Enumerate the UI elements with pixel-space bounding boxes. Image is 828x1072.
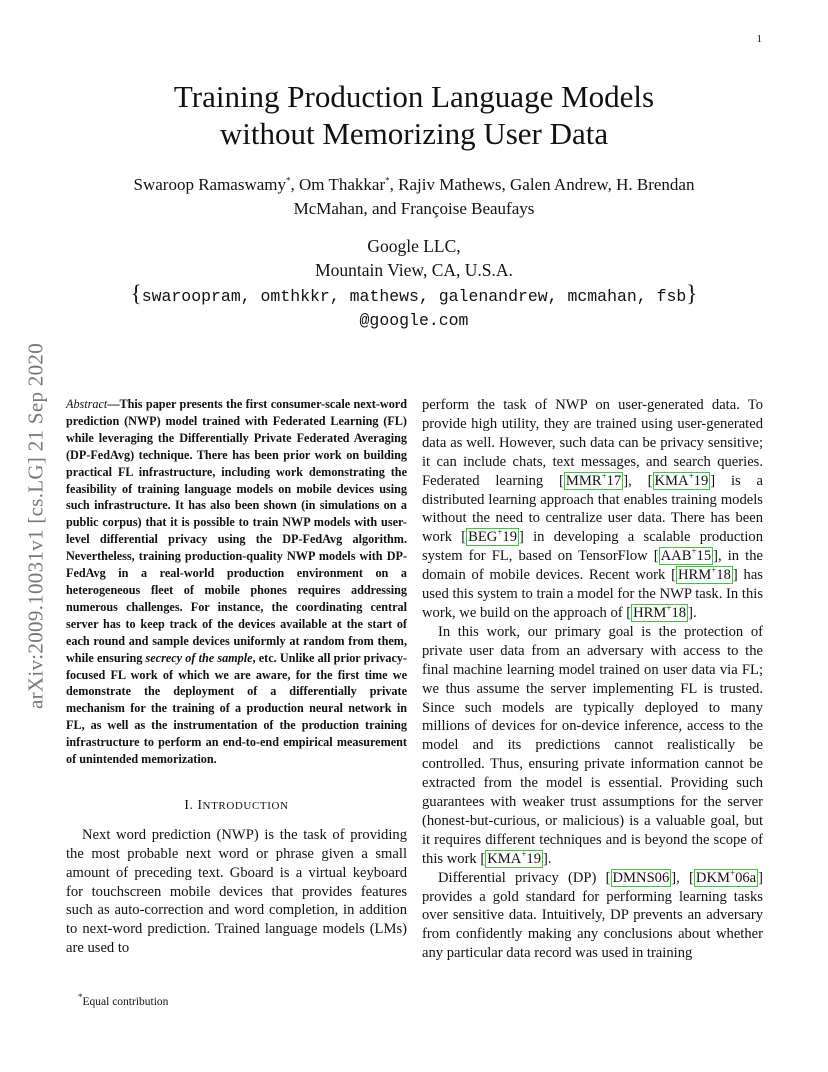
right-column bbox=[422, 396, 763, 963]
citation-link[interactable]: AAB+15 bbox=[660, 546, 712, 565]
citation-link[interactable]: MMR+17 bbox=[565, 470, 622, 489]
left-column bbox=[66, 396, 407, 958]
body-paragraph: perform the task of NWP on user-generated data. To provide high utility, they are trained using user-generated data as well. However, such data can be privacy sensitive; it can include chats, text messages, and search queries. Federated learning [ MMR+17 ], [ KMA+19 ] is a distributed learning approach that enables training models without the need to centralize user data. There has been work [ BEG+19 ] in developing a scalable production system for FL, based on TensorFlow [ AAB+15 ], in the domain of mobile devices. Recent work [ HRM+18 ] has used this system to train a model for the NWP task. In this work, we build on the approach of [ HRM+18 ]. bbox=[422, 397, 763, 621]
citation-link[interactable]: BEG+19 bbox=[468, 527, 517, 546]
citation-link[interactable]: DKM+06a bbox=[695, 867, 757, 886]
title-line-1: Training Production Language Models bbox=[173, 79, 655, 114]
author-name: Om Thakkar bbox=[299, 175, 386, 194]
body-paragraph: In this work, our primary goal is the protection of private user data from an adversary with access to the final machine learning model trained on user data via FL; we thus assume the server implementing FL is trusted. Since such models are typically deployed to many millions of devices for on-device inference, access to the model and its predictions cannot realistically be controlled. Thus, ensuring private information cannot be extracted from the model is essential. Providing such guarantees with weaker trust assumptions for the server (honest-but-curious, or malicious) is a valuable goal, but it requires different techniques and is beyond the scope of this work [ KMA+19 ]. bbox=[422, 623, 763, 867]
email-list: {swaroopram, omthkkr, mathews, galenandrew, mcmahan, fsb} bbox=[130, 281, 698, 306]
affiliation-city: Mountain View, CA, U.S.A. bbox=[315, 260, 513, 280]
citation-link[interactable]: HRM+18 bbox=[633, 603, 687, 621]
title-line-2: without Memorizing User Data bbox=[219, 116, 609, 151]
paper-title bbox=[0, 78, 828, 152]
author-line-2: McMahan, and Françoise Beaufays bbox=[293, 199, 535, 218]
intro-paragraph: Next word prediction (NWP) is the task of providing the most probable next word or phrase given a small amount of preceding text. Gboard is a virtual keyboard for touchscreen mobile devices that provides features such as auto-correction and word completion, in addition to next-word prediction. Trained language models (LMs) are used to bbox=[66, 826, 407, 957]
footnote: *Equal contribution bbox=[78, 992, 169, 1008]
abstract: Abstract—This paper presents the first consumer-scale next-word prediction (NWP) model trained with Federated Learning (FL) while leveraging the Differentially Private Federated Averaging (DP-FedAvg) technique. There has been prior work on building practical FL infrastructure, including work demonstrating the feasibility of training language models on mobile devices using such infrastructure. It has also been shown (in simulations on a public corpus) that it is possible to train NWP models with user-level differential privacy using the DP-FedAvg algorithm. Nevertheless, training production-quality NWP models with DP-FedAvg in a real-world production environment on a heterogeneous fleet of mobile phones requires addressing numerous challenges. For instance, the coordinating central server has to keep track of the devices available at the start of each round and sample devices uniformly at random from them, while ensuring secrecy of the sample, etc. Unlike all prior privacy-focused FL work of which we are aware, for the first time we demonstrate the deployment of a differentially private mechanism for the training of a production neural network in FL, as well as the instrumentation of the production training infrastructure to perform an end-to-end empirical measurement of unintended memorization. bbox=[66, 397, 408, 767]
author-list bbox=[60, 173, 768, 221]
citation-link[interactable]: KMA+19 bbox=[487, 848, 541, 867]
citation-link[interactable]: DMNS06 bbox=[612, 869, 670, 886]
equal-contribution-mark: * bbox=[286, 175, 291, 186]
affiliation-org: Google LLC, bbox=[367, 236, 461, 256]
secrecy-phrase: secrecy of the sample bbox=[145, 650, 253, 665]
email-names: swaroopram, omthkkr, mathews, galenandrew, mcmahan, fsb bbox=[141, 287, 687, 306]
author-name: Swaroop Ramaswamy bbox=[133, 175, 287, 194]
abstract-label: Abstract bbox=[66, 397, 108, 411]
author-line-1: Swaroop Ramaswamy*, Om Thakkar*, Rajiv Mathews, Galen Andrew, H. Brendan bbox=[133, 175, 695, 194]
body-paragraph: Differential privacy (DP) [ DMNS06 ], [ DKM+06a ] provides a gold standard for performing learning tasks over sensitive data. Intuitively, DP prevents an adversary from confidently making any conclusions about whether any particular data record was used in training bbox=[422, 867, 764, 962]
equal-contribution-mark: * bbox=[385, 175, 390, 186]
author-names: Rajiv Mathews, Galen Andrew, H. Brendan bbox=[398, 175, 695, 194]
citation-link[interactable]: HRM+18 bbox=[677, 565, 731, 584]
citation-link[interactable]: KMA+19 bbox=[654, 470, 709, 489]
affiliation bbox=[40, 234, 788, 333]
section-heading-introduction: I. INTRODUCTION bbox=[184, 796, 289, 812]
arxiv-stamp: arXiv:2009.10031v1 [cs.LG] 21 Sep 2020 bbox=[23, 342, 48, 710]
email-domain: @google.com bbox=[359, 311, 469, 330]
page-number: 1 bbox=[756, 33, 762, 45]
